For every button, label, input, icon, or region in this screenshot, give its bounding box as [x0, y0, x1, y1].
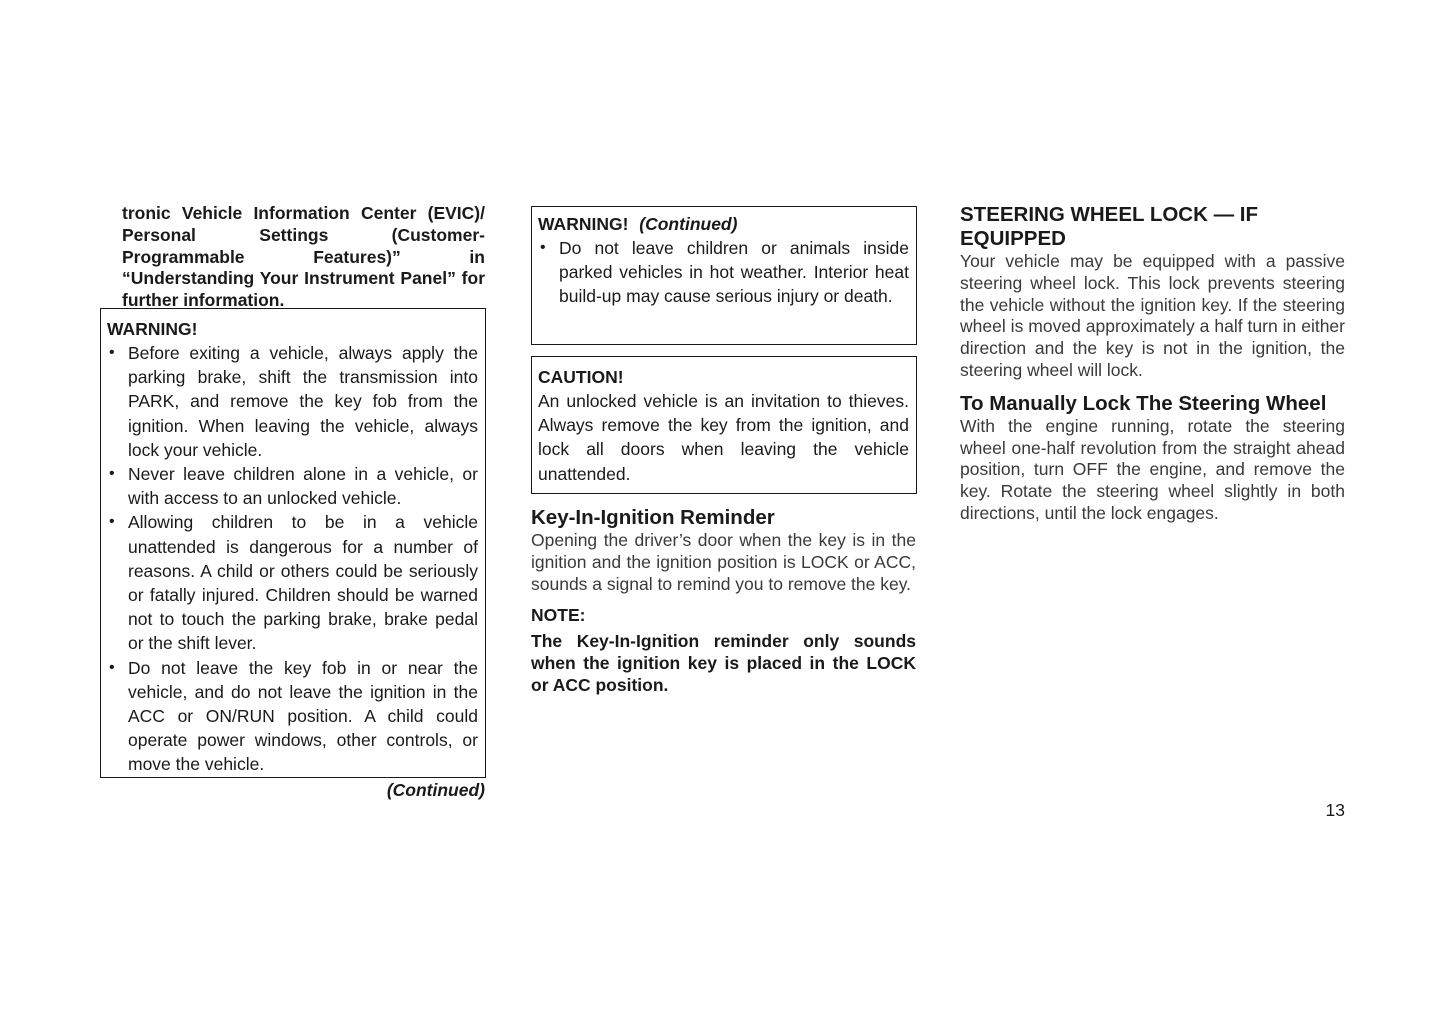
- caution-box: [531, 356, 917, 494]
- steering-heading: STEERING WHEEL LOCK — IF EQUIPPED: [960, 203, 1259, 250]
- reminder-text: Opening the driver’s door when the key is in the ignition and the ignition position is LOCK or ACC, sounds a signal to remind you to remove the key.: [531, 530, 916, 594]
- caution-title: CAUTION!: [538, 367, 624, 387]
- warning-continued-list: [538, 236, 909, 309]
- manual-lock-heading: To Manually Lock The Steering Wheel: [960, 391, 1327, 415]
- note-label: NOTE:: [531, 605, 586, 626]
- warning-continued-label: WARNING!: [538, 214, 629, 234]
- warning-box: [100, 308, 486, 778]
- page-number: 13: [1325, 800, 1345, 820]
- warning-continued-title: [538, 213, 909, 236]
- warning-list: [107, 341, 478, 777]
- intro-paragraph: tronic Vehicle Information Center (EVIC)/ Personal Settings (Customer-Programmable Features)” in “Understanding Your Instrument Panel” for further information.: [122, 203, 485, 311]
- warning-item: • Before exiting a vehicle, always apply the parking brake, shift the transmission into PARK, and remove the key fob from the ignition. When leaving the vehicle, always lock your vehicle.: [107, 341, 478, 462]
- caution-text: An unlocked vehicle is an invitation to thieves. Always remove the key from the ignition, and lock all doors when leaving the vehicle unattended.: [538, 391, 909, 484]
- warning-item: • Never leave children alone in a vehicle, or with access to an unlocked vehicle.: [107, 462, 478, 510]
- warning-item: • Do not leave the key fob in or near the vehicle, and do not leave the ignition in the ACC or ON/RUN position. A child could operate power windows, other controls, or move the vehicle.: [107, 656, 478, 777]
- manual-lock-text: With the engine running, rotate the steering wheel one-half revolution from the straight ahead position, turn OFF the engine, and remove the key. Rotate the steering wheel slightly in both directions, until the lock engages.: [960, 415, 1345, 523]
- note-text: The Key-In-Ignition reminder only sounds when the ignition key is placed in the LOCK or ACC position.: [531, 631, 916, 695]
- warning-continued-suffix: (Continued): [639, 214, 738, 234]
- reminder-section: [531, 506, 916, 697]
- warning-continued-box: [531, 206, 917, 345]
- warning-title: WARNING!: [107, 319, 198, 339]
- continued-label: (Continued): [386, 780, 485, 800]
- warning-item: • Allowing children to be in a vehicle unattended is dangerous for a number of reasons. A child or others could be seriously or fatally injured. Children should be warned not to touch the parking brake, brake pedal or the shift lever.: [107, 510, 478, 655]
- reminder-heading: Key-In-Ignition Reminder: [531, 506, 775, 529]
- steering-section: [960, 203, 1345, 525]
- steering-text: Your vehicle may be equipped with a passive steering wheel lock. This lock prevents steering the vehicle without the ignition key. If the steering wheel is moved approximately a half turn in either direction and the key is not in the ignition, the steering wheel will lock.: [960, 251, 1345, 380]
- warning-continued-item: • Do not leave children or animals inside parked vehicles in hot weather. Interior heat build-up may cause serious injury or death.: [538, 236, 909, 309]
